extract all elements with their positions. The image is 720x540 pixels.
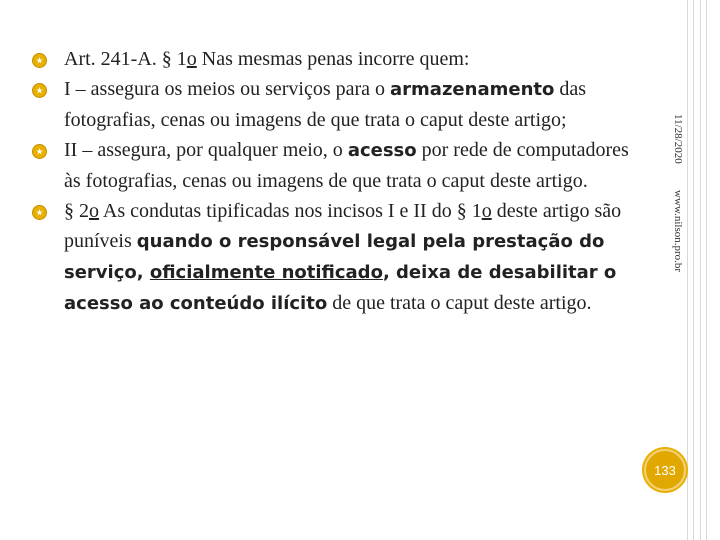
bullet-item: Art. 241-A. § 1o Nas mesmas penas incorre quem: xyxy=(30,44,630,74)
bullet-list xyxy=(30,44,630,319)
frame-line xyxy=(687,0,688,540)
frame-line xyxy=(700,0,701,540)
page-number-badge: 133 xyxy=(644,449,686,491)
star-bullet-icon xyxy=(32,144,47,159)
frame-line xyxy=(706,0,707,540)
bullet-item: II – assegura, por qualquer meio, o acesso por rede de computadores às fotografias, cenas ou imagens de que trata o caput deste artigo. xyxy=(30,135,630,196)
bullet-item: I – assegura os meios ou serviços para o armazenamento das fotografias, cenas ou imagens de que trata o caput deste artigo; xyxy=(30,74,630,135)
frame-line xyxy=(693,0,694,540)
star-bullet-icon xyxy=(32,53,47,68)
slide-date: 11/28/2020 xyxy=(672,114,684,164)
bullet-item: § 2o As condutas tipificadas nos incisos I e II do § 1o deste artigo são puníveis quando o responsável legal pela prestação do serviço, oficialmente notificado, deixa de desabilitar o acesso ao conteúdo ilícito de que trata o caput deste artigo. xyxy=(30,196,630,319)
slide-website: www.nilson.pro.br xyxy=(672,190,684,273)
star-bullet-icon xyxy=(32,83,47,98)
star-bullet-icon xyxy=(32,205,47,220)
